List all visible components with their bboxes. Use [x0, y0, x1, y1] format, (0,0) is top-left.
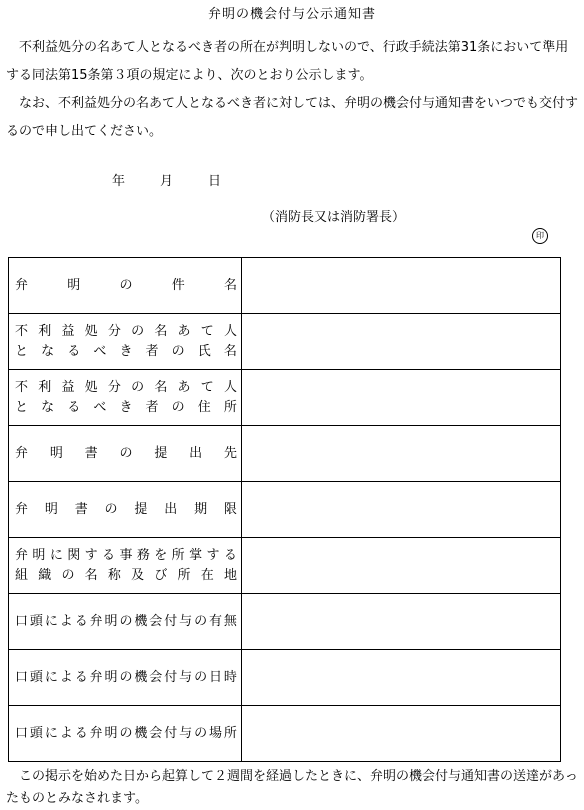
intro-paragraph: 不利益処分の名あて人となるべき者の所在が判明しないので、行政手続法第31条において準用する同法第15条第３項の規定により、次のとおり公示します。	[6, 40, 569, 83]
seal-mark: 印	[532, 228, 548, 244]
form-row	[9, 426, 561, 482]
form-row	[9, 482, 561, 538]
form-row-label-line: 組 織 の 名 称 及 び 所 在 地	[15, 567, 237, 583]
form-row	[9, 258, 561, 314]
form-row-label	[9, 314, 242, 370]
form-row	[9, 370, 561, 426]
form-row-value[interactable]	[242, 482, 561, 538]
form-row-value[interactable]	[242, 594, 561, 650]
form-row-label-line: 弁 明 書 の 提 出 期 限	[15, 501, 237, 517]
form-row-label	[9, 370, 242, 426]
date-line	[112, 170, 221, 189]
form-row-label-line: 口 頭 に よ る 弁 明 の 機 会 付 与 の 有 無	[15, 613, 237, 629]
date-day: 日	[208, 174, 222, 189]
form-row-label-line: と な る べ き 者 の 住 所	[15, 399, 237, 415]
form-row-label	[9, 650, 242, 706]
form-row-label	[9, 538, 242, 594]
form-row-label-line: 不 利 益 処 分 の 名 あ て 人	[15, 323, 237, 339]
form-row	[9, 650, 561, 706]
form-row-label	[9, 706, 242, 762]
form-row-label-line: 口 頭 に よ る 弁 明 の 機 会 付 与 の 場 所	[15, 725, 237, 741]
form-row-label	[9, 426, 242, 482]
footer-note: この掲示を始めた日から起算して２週間を経過したときに、弁明の機会付与通知書の送達があったものとみなされます。	[6, 769, 578, 806]
date-year: 年	[112, 174, 126, 189]
form-row	[9, 314, 561, 370]
note-paragraph: なお、不利益処分の名あて人となるべき者に対しては、弁明の機会付与通知書をいつでも交付するので申し出てください。	[6, 96, 579, 139]
form-row-label-line: 不 利 益 処 分 の 名 あ て 人	[15, 379, 237, 395]
form-row-value[interactable]	[242, 258, 561, 314]
form-row-label-line: と な る べ き 者 の 氏 名	[15, 343, 237, 359]
form-row-value[interactable]	[242, 370, 561, 426]
date-month: 月	[160, 174, 174, 189]
issuer-signature: （消防長又は消防署長）	[262, 210, 406, 225]
form-row-value[interactable]	[242, 314, 561, 370]
form-row	[9, 538, 561, 594]
document-title: 弁明の機会付与公示通知書	[207, 7, 376, 22]
form-row-label-line: 弁 明 に 関 す る 事 務 を 所 掌 す る	[15, 547, 237, 563]
form-row-value[interactable]	[242, 650, 561, 706]
form-row-label-line: 口 頭 に よ る 弁 明 の 機 会 付 与 の 日 時	[15, 669, 237, 685]
form-row	[9, 706, 561, 762]
form-row	[9, 594, 561, 650]
form-row-label-line: 弁 明 の 件 名	[15, 277, 237, 293]
form-row-value[interactable]	[242, 426, 561, 482]
form-row-label-line: 弁 明 書 の 提 出 先	[15, 445, 237, 461]
form-row-value[interactable]	[242, 538, 561, 594]
form-row-label	[9, 258, 242, 314]
notice-form-table	[8, 257, 561, 762]
form-row-label	[9, 482, 242, 538]
form-row-value[interactable]	[242, 706, 561, 762]
form-row-label	[9, 594, 242, 650]
